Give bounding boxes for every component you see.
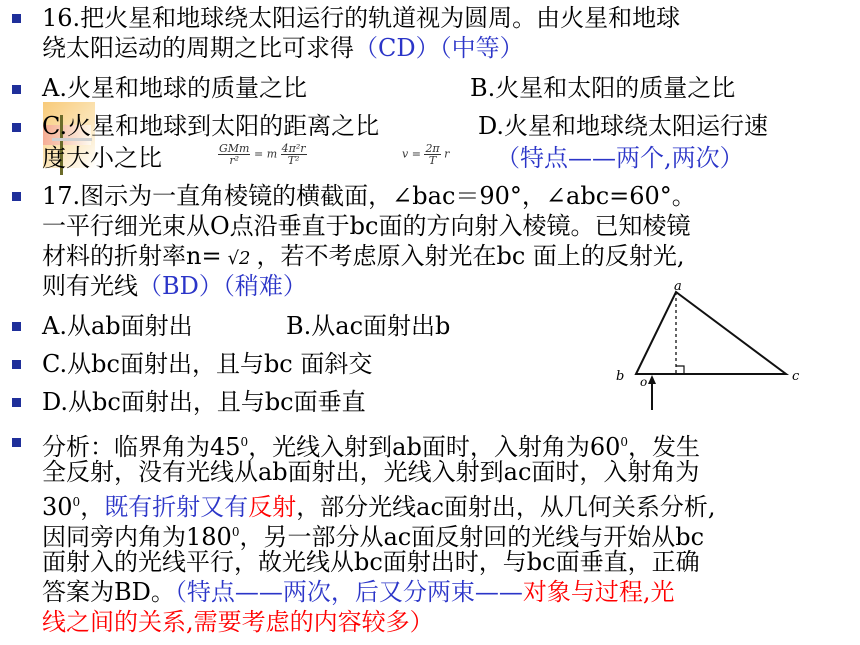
formula1-lhs-den: r² xyxy=(229,154,240,167)
vertex-b: b xyxy=(616,369,625,384)
analysis-line7: 线之间的关系,需要考虑的内容较多） xyxy=(42,608,434,636)
bullet xyxy=(12,360,21,369)
analysis-line1-end: ，发生 xyxy=(628,433,701,461)
analysis-line4-end: ，另一部分从ac面反射回的光线与开始从bc xyxy=(239,523,705,551)
formula2-den: T xyxy=(428,154,437,167)
analysis-line3-end: ，部分光线ac面射出，从几何关系分析, xyxy=(296,493,716,521)
bullet xyxy=(12,398,21,407)
q16-stem-end: 绕太阳运动的周期之比可求得 xyxy=(42,34,354,62)
q16-answer: （CD）（中等） xyxy=(354,34,524,62)
analysis-highlight-red: 反射 xyxy=(248,493,297,521)
velocity-formula xyxy=(402,143,449,166)
q17-line2: 一平行细光束从O点沿垂直于bc面的方向射入棱镜。已知棱镜 xyxy=(42,212,691,240)
bullet xyxy=(12,192,21,201)
analysis-note-red: 对象与过程,光 xyxy=(522,578,675,606)
sqrt-two: √2 xyxy=(227,248,251,269)
q17-option-a: A.从ab面射出 xyxy=(42,312,193,340)
analysis-note-blue: （特点——两次，后又分两束—— xyxy=(174,578,523,606)
bullet xyxy=(12,85,21,94)
degree-mark: 0 xyxy=(72,495,81,509)
q17-option-b: B.从ac面射出b xyxy=(286,312,451,340)
prism-triangle xyxy=(636,292,786,374)
analysis-30: 30 xyxy=(42,493,73,521)
q17-stem-end: 则有光线 xyxy=(42,272,138,300)
q16-line1: 16.把火星和地球绕太阳运行的轨道视为圆周。由火星和地球 xyxy=(42,4,681,32)
q16-option-d: D.火星和地球绕太阳运行速 xyxy=(478,112,769,140)
formula2-rhs: r xyxy=(444,147,450,161)
degree-mark: 0 xyxy=(620,435,629,449)
analysis-180: 因同旁内角为180 xyxy=(42,523,232,551)
bullet xyxy=(12,123,21,132)
q17-line1: 17.图示为一直角棱镜的横截面，∠bac＝90°，∠abc=60°。 xyxy=(42,182,696,210)
q17-option-c: C.从bc面射出，且与bc 面斜交 xyxy=(42,350,373,378)
right-angle-mark xyxy=(676,366,684,374)
analysis-highlight-blue: 既有折射又有 xyxy=(104,493,249,521)
q17-n-label: 材料的折射率n= xyxy=(42,242,222,270)
q16-option-a: A.火星和地球的质量之比 xyxy=(42,74,307,102)
analysis-ab-incidence: ，光线入射到ab面时，入射角为60 xyxy=(248,433,621,461)
formula1-rhs-num: 4π²r xyxy=(281,142,306,155)
prism-diagram xyxy=(608,278,808,413)
analysis-answer: 答案为BD。 xyxy=(42,578,175,606)
degree-mark: 0 xyxy=(231,525,240,539)
degree-mark: 0 xyxy=(240,435,249,449)
q16-option-b: B.火星和太阳的质量之比 xyxy=(470,74,736,102)
q16-option-d-cont: 度大小之比 xyxy=(42,144,162,172)
bullet xyxy=(12,14,21,23)
formula2-lhs: v = xyxy=(402,147,421,161)
q17-option-d: D.从bc面射出，且与bc面垂直 xyxy=(42,388,366,416)
gravity-formula xyxy=(218,143,307,166)
q17-line3-end: ，若不考虑原入射光在bc 面上的反射光, xyxy=(256,242,685,270)
formula2-num: 2π xyxy=(425,142,440,155)
q16-line2 xyxy=(42,32,524,64)
point-o: o xyxy=(640,375,648,389)
formula1-rhs-den: T² xyxy=(287,154,300,167)
ray-arrow-icon xyxy=(648,375,656,384)
q16-option-c: C.火星和地球到太阳的距离之比 xyxy=(42,112,380,140)
q16-note: （特点——两个,两次） xyxy=(496,144,744,172)
analysis-critical-angle: 分析：临界角为45 xyxy=(42,433,241,461)
analysis-line5: 面射入的光线平行，故光线从bc面射出时，与bc面垂直，正确 xyxy=(42,548,700,576)
analysis-line6 xyxy=(42,576,675,608)
bullet xyxy=(12,322,21,331)
vertex-a: a xyxy=(674,279,682,294)
vertex-c: c xyxy=(792,369,800,384)
formula1-lhs-num: GMm xyxy=(219,142,250,155)
bullet xyxy=(12,438,21,447)
formula1-mid: = m xyxy=(253,147,278,161)
analysis-line2: 全反射，没有光线从ab面射出，光线入射到ac面时，入射角为 xyxy=(42,458,700,486)
q17-line4 xyxy=(42,270,307,302)
q17-answer: （BD）（稍难） xyxy=(138,272,307,300)
analysis-comma: ， xyxy=(80,493,105,521)
